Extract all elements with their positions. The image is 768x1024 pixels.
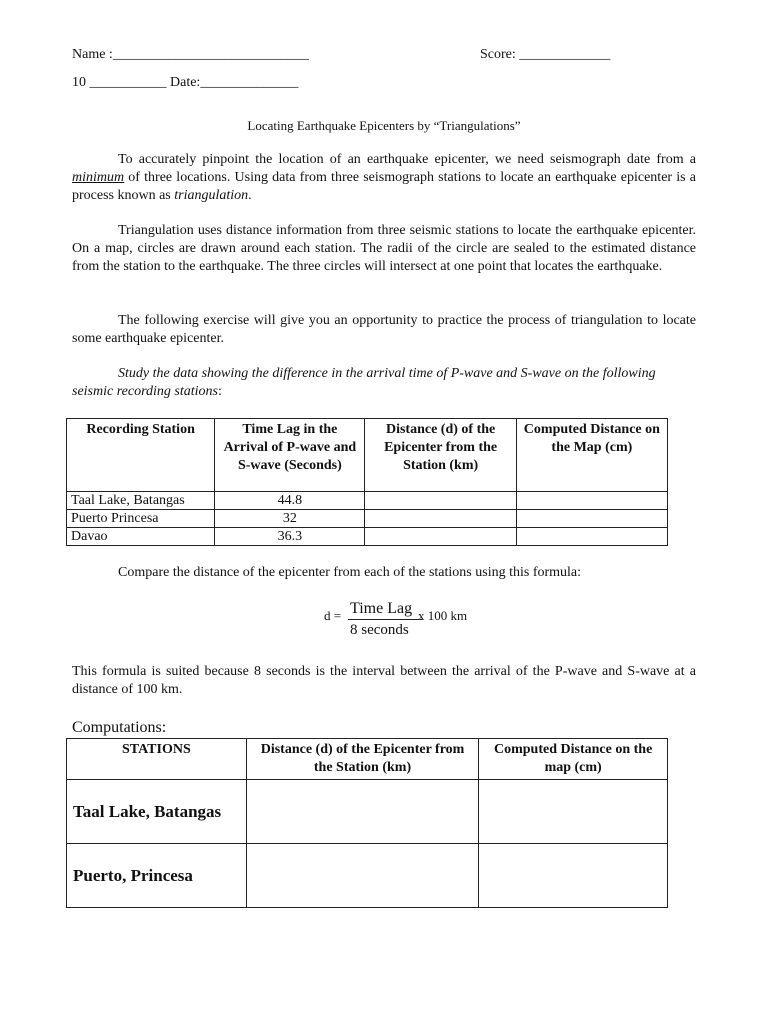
score-blank[interactable]: _____________ (519, 47, 611, 62)
distance-cell[interactable] (365, 510, 516, 528)
header-distance: Distance (d) of the Epicenter from the Station (km) (365, 419, 516, 492)
table-row (67, 510, 668, 528)
compare-text: Compare the distance of the epicenter from each of the stations using this formula: (118, 565, 582, 580)
table-header-row (67, 419, 668, 492)
distance-cell[interactable] (246, 780, 479, 844)
header-distance: Distance (d) of the Epicenter from the Station (km) (246, 739, 479, 780)
instruction-text: Study the data showing the difference in the arrival time of P-wave and S-wave on the following seismic recording stations (72, 366, 656, 399)
intro-text-2: of three locations. Using data from three seismograph stations to locate an earthquake epicenter is a process known as (72, 170, 696, 203)
exercise-text: The following exercise will give you an opportunity to practice the process of triangulation to locate some earthquake epicenter. (72, 313, 696, 346)
header-recording-station: Recording Station (67, 419, 215, 492)
formula-note-text: This formula is suited because 8 seconds is the interval between the arrival of the P-wave and S-wave at a distance of 100 km. (72, 664, 696, 697)
intro-term: triangulation (174, 188, 249, 203)
triangulation-text: Triangulation uses distance information from three seismic stations to locate the earthquake epicenter. On a map, circles are drawn around each station. The radii of the circle are sealed to the estimated distance from the station to the earthquake. The three circles will intersect at one point that locates the earthquake. (72, 223, 696, 274)
intro-emphasis: minimum (72, 170, 125, 185)
computed-cell[interactable] (479, 780, 668, 844)
computed-cell[interactable] (516, 492, 667, 510)
grade-date-line (72, 75, 298, 91)
station-data-table (66, 418, 668, 546)
formula-note (72, 663, 696, 699)
time-lag-cell: 36.3 (215, 528, 365, 546)
computed-cell[interactable] (479, 844, 668, 908)
instruction-paragraph (72, 365, 696, 401)
formula-denominator: 8 seconds (350, 622, 409, 638)
time-lag-cell: 32 (215, 510, 365, 528)
intro-paragraph (72, 151, 696, 205)
intro-text-1: To accurately pinpoint the location of an earthquake epicenter, we need seismograph date from a (118, 152, 696, 167)
computations-label: Computations: (72, 719, 167, 736)
name-line (72, 47, 309, 63)
computed-cell[interactable] (516, 528, 667, 546)
formula-numerator: Time Lag (350, 600, 413, 617)
station-cell: Taal Lake, Batangas (67, 492, 215, 510)
exercise-paragraph (72, 312, 696, 348)
distance-cell[interactable] (246, 844, 479, 908)
header-computed-distance: Computed Distance on the map (cm) (479, 739, 668, 780)
formula-lhs: d = (324, 608, 342, 623)
triangulation-paragraph (72, 222, 696, 276)
computations-table (66, 738, 668, 908)
date-label: Date: (170, 75, 201, 90)
station-cell: Davao (67, 528, 215, 546)
station-cell: Puerto Princesa (67, 510, 215, 528)
name-blank[interactable]: ____________________________ (112, 47, 309, 62)
distance-cell[interactable] (365, 492, 516, 510)
station-cell: Taal Lake, Batangas (67, 780, 247, 844)
distance-cell[interactable] (365, 528, 516, 546)
grade-blank[interactable]: ___________ (89, 75, 167, 90)
station-cell: Puerto, Princesa (67, 844, 247, 908)
table-header-row (67, 739, 668, 780)
grade-label: 10 (72, 75, 86, 90)
intro-end: . (248, 188, 252, 203)
formula-multiplier: x 100 km (418, 608, 468, 623)
table-row (67, 780, 668, 844)
date-blank[interactable]: ______________ (200, 75, 299, 90)
table-row (67, 844, 668, 908)
header-computed-distance: Computed Distance on the Map (cm) (516, 419, 667, 492)
computed-cell[interactable] (516, 510, 667, 528)
instruction-end: : (217, 384, 222, 399)
header-stations: STATIONS (67, 739, 247, 780)
table-row (67, 528, 668, 546)
time-lag-cell: 44.8 (215, 492, 365, 510)
fraction-bar (348, 619, 422, 620)
header-time-lag: Time Lag in the Arrival of P-wave and S-wave (Seconds) (215, 419, 365, 492)
name-label: Name : (72, 47, 113, 62)
page-title: Locating Earthquake Epicenters by “Triangulations” (247, 118, 521, 133)
score-label: Score: (480, 47, 516, 62)
table-row (67, 492, 668, 510)
score-line (480, 47, 610, 63)
